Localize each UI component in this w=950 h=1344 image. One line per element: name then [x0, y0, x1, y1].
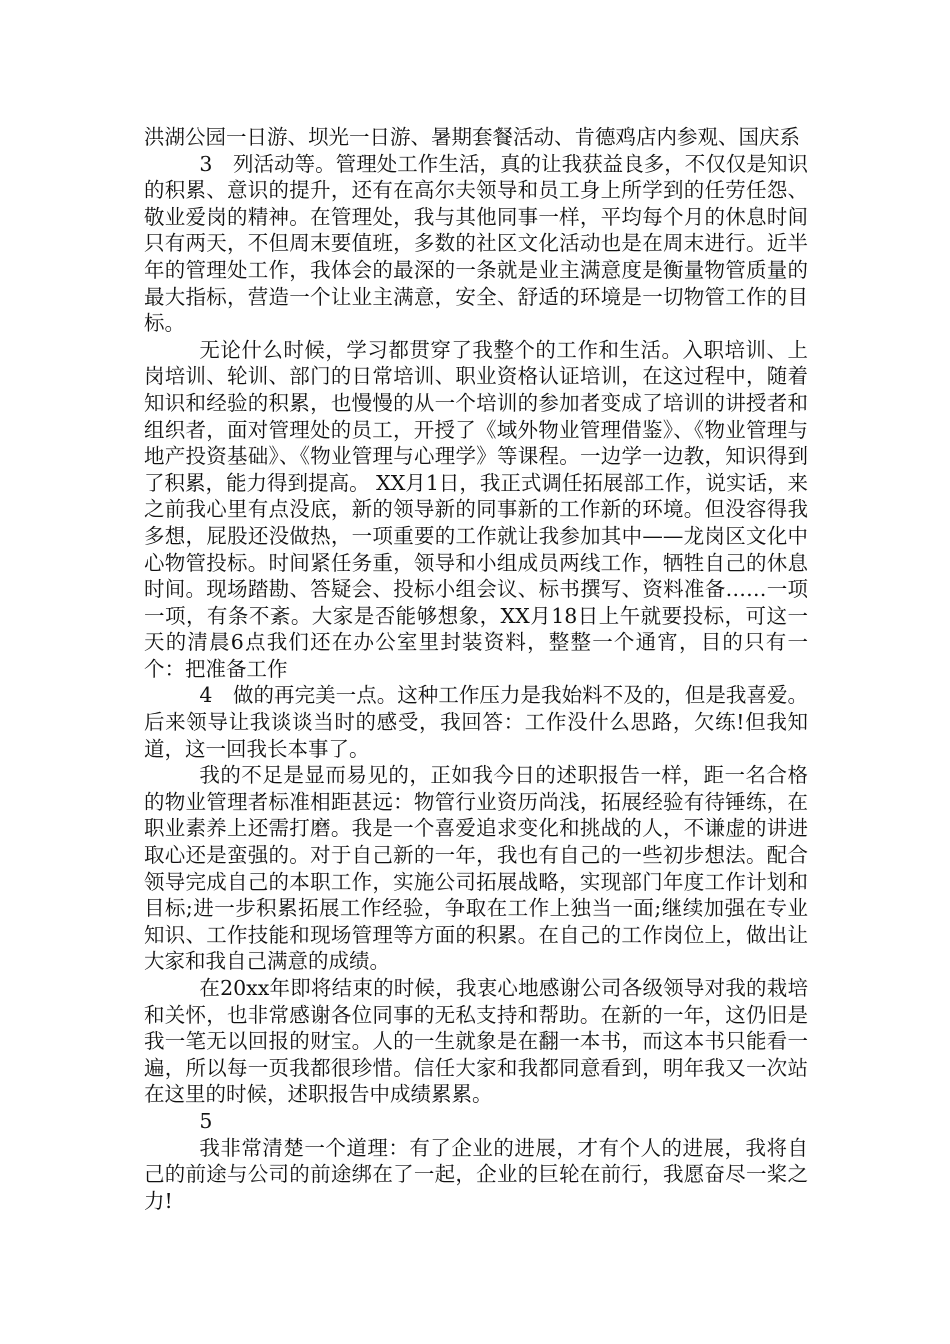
paragraph-activities: 3 列活动等。管理处工作生活，真的让我获益良多，不仅仅是知识的积累、意识的提升，还有在高尔夫领导和员工身上所学到的任劳任怨、敬业爱岗的精神。在管理处，我与其他同事一样，平均每个月的休息时间只有两天，不但周末要值班，多数的社区文化活动也是在周末进行。近半年的管理处工作，我体会的最深的一条就是业主满意度是衡量物管质量的最大指标，营造一个让业主满意，安全、舒适的环境是一切物管工作的目标。 — [144, 151, 808, 336]
paragraph-closing: 我非常清楚一个道理：有了企业的进展，才有个人的进展，我将自己的前途与公司的前途绑在了一起，企业的巨轮在前行，我愿奋尽一桨之力! — [144, 1135, 808, 1213]
paragraph-learning: 无论什么时候，学习都贯穿了我整个的工作和生活。入职培训、上岗培训、轮训、部门的日常培训、职业资格认证培训，在这过程中，随着知识和经验的积累，也慢慢的从一个培训的参加者变成了培训的讲授者和组织者，面对管理处的员工，开授了《域外物业管理借鉴》、《物业管理与地产投资基础》、《物业管理与心理学》等课程。一边学一边教，知识得到了积累，能力得到提高。 XX月1日，我正式调任拓展部工作，说实话，来之前我心里有点没底，新的领导新的同事新的工作新的环境。但没容得我多想，屁股还没做热，一项重要的工作就让我参加其中——龙岗区文化中心物管投标。时间紧任务重，领导和小组成员两线工作，牺牲自己的休息时间。现场踏勘、答疑会、投标小组会议、标书撰写、资料准备……一项一项，有条不紊。大家是否能够想象，XX月18日上午就要投标，可这一天的清晨6点我们还在办公室里封装资料，整整一个通宵，目的只有一个：把准备工作 — [144, 337, 808, 681]
page-number: 5 — [199, 1108, 213, 1133]
paragraph-pressure: 4 做的再完美一点。这种工作压力是我始料不及的，但是我喜爱。后来领导让我谈谈当时的感受，我回答：工作没什么思路，欠练!但我知道，这一回我长本事了。 — [144, 683, 808, 761]
paragraph-continued: 洪湖公园一日游、坝光一日游、暑期套餐活动、肯德鸡店内参观、国庆系 — [144, 125, 800, 149]
document-body — [144, 124, 808, 1214]
paragraph-thanks: 在20xx年即将结束的时候，我衷心地感谢公司各级领导对我的栽培和关怀，也非常感谢各位同事的无私支持和帮助。在新的一年，这仍旧是我一笔无以回报的财宝。人的一生就象是在翻一本书，而这本书只能看一遍，所以每一页我都很珍惜。信任大家和我都同意看到，明年我又一次站在这里的时候，述职报告中成绩累累。 — [144, 976, 808, 1107]
paragraph-shortcomings: 我的不足是显而易见的，正如我今日的述职报告一样，距一名合格的物业管理者标准相距甚远：物管行业资历尚浅，拓展经验有待锤练，在职业素养上还需打磨。我是一个喜爱追求变化和挑战的人，不谦虚的讲进取心还是蛮强的。对于自己新的一年，我也有自己的一些初步想法。配合领导完成自己的本职工作，实施公司拓展战略，实现部门年度工作计划和目标;进一步积累拓展工作经验，争取在工作上独当一面;继续加强在专业知识、工作技能和现场管理等方面的积累。在自己的工作岗位上，做出让大家和我自己满意的成绩。 — [144, 763, 808, 974]
